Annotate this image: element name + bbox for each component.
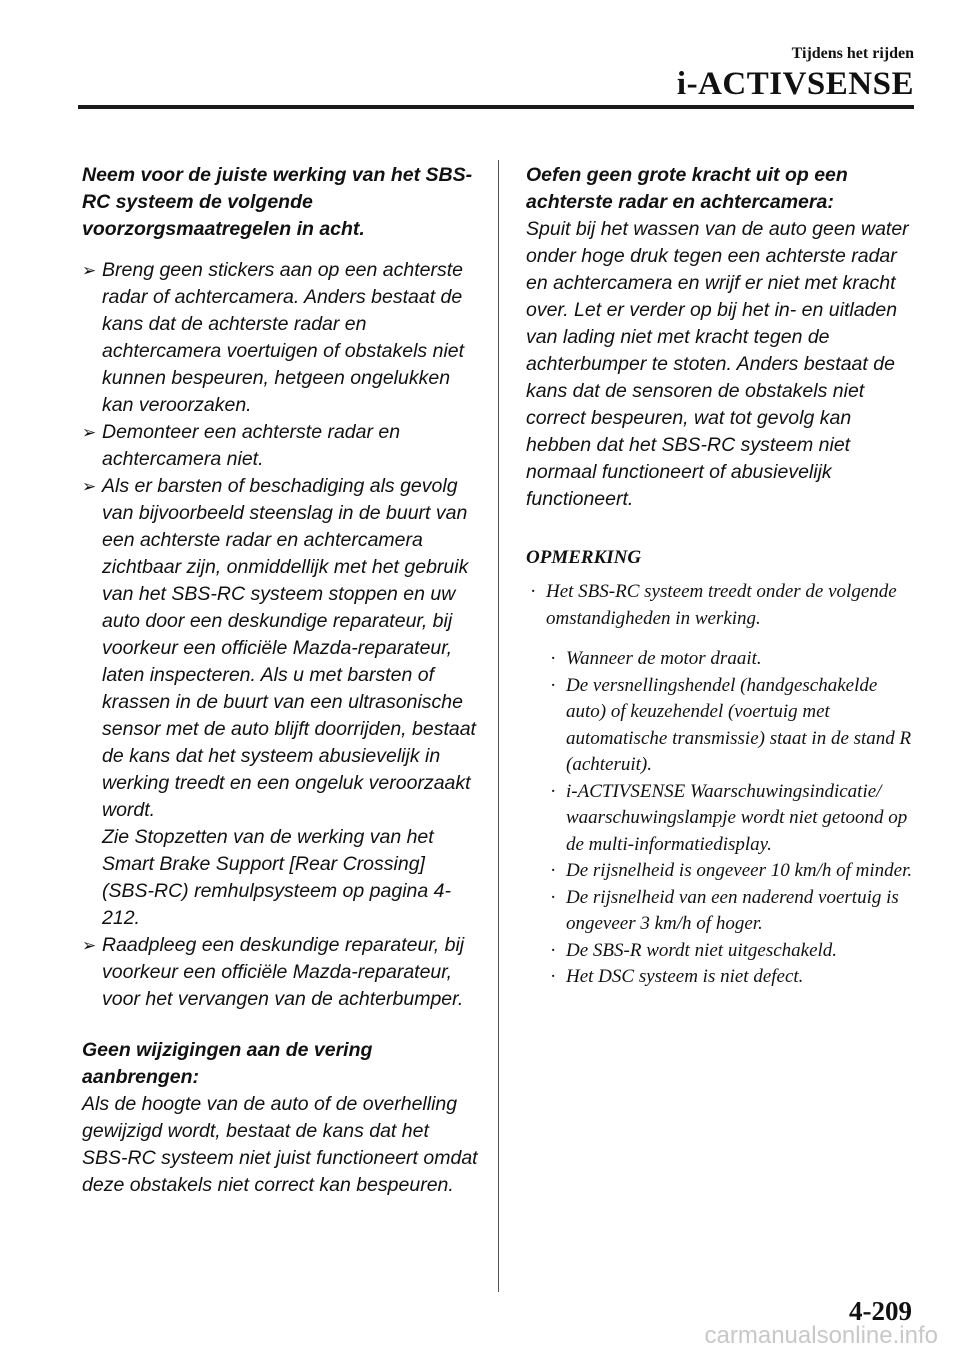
conditions-list	[546, 646, 918, 991]
arrowhead-right-icon: ➢	[82, 423, 97, 442]
arrowhead-right-icon: ➢	[82, 261, 97, 280]
list-item	[82, 419, 478, 473]
list-item	[82, 257, 478, 419]
section-title: Tijdens het rijden	[791, 45, 914, 62]
watermark: carmanualsonline.info	[704, 1322, 938, 1349]
left-column	[82, 162, 478, 1199]
arrowhead-right-icon: ➢	[82, 936, 97, 955]
page-reference-link[interactable]: Zie Stopzetten van de werking van het Smart Brake Support [Rear Crossing] (SBS-RC) remhulpsysteem op pagina 4-212.	[102, 826, 451, 929]
condition-text: De SBS-R wordt niet uitgeschakeld.	[566, 939, 838, 961]
middle-dot-icon: ·	[550, 860, 557, 881]
list-item-text: Raadpleeg een deskundige reparateur, bij voorkeur een officiële Mazda-reparateur, voor het vervangen van de achterbumper.	[102, 934, 465, 1010]
list-item	[546, 938, 918, 965]
condition-text: Het DSC systeem is niet defect.	[566, 966, 804, 987]
middle-dot-icon: ·	[530, 581, 537, 602]
condition-text: De rijsnelheid is ongeveer 10 km/h of minder.	[566, 860, 913, 881]
list-item	[82, 932, 478, 1013]
list-item	[546, 779, 918, 859]
middle-dot-icon: ·	[550, 780, 557, 802]
condition-text: De versnellingshendel (handgeschakelde auto) of keuzehendel (voertuig met automatische transmissie) staat in de stand R (achteruit).	[566, 674, 912, 775]
list-item	[546, 673, 918, 779]
list-item	[546, 885, 918, 938]
condition-text: i-ACTIVSENSE Waarschuwingsindicatie/ waarschuwingslampje wordt niet getoond op de multi-informatiedisplay.	[566, 780, 908, 855]
list-item-text: Breng geen stickers aan op een achterste radar of achtercamera. Anders bestaat de kans dat de achterste radar en achtercamera voertuigen of obstakels niet kunnen bespeuren, hetgeen ongelukken kan veroorzaken.	[102, 259, 465, 416]
list-item	[546, 646, 918, 673]
arrowhead-right-icon: ➢	[82, 477, 97, 496]
suspension-text: Als de hoogte van de auto of de overhelling gewijzigd wordt, bestaat de kans dat het SBS-RC systeem niet juist functioneert omdat deze obstakels niet correct kan bespeuren.	[82, 1093, 478, 1196]
note-main-text: Het SBS-RC systeem treedt onder de volgende omstandigheden in werking.	[546, 581, 897, 629]
condition-text: De rijsnelheid van een naderend voertuig is ongeveer 3 km/h of hoger.	[566, 886, 899, 934]
force-heading: Oefen geen grote kracht uit op een achterste radar en achtercamera:	[526, 164, 848, 213]
list-item	[546, 858, 918, 885]
list-item	[82, 473, 478, 932]
chapter-title: i-ACTIVSENSE	[676, 66, 914, 102]
list-item	[546, 964, 918, 991]
page-number: 4-209	[849, 1296, 912, 1326]
running-header	[677, 44, 914, 102]
condition-text: Wanneer de motor draait.	[566, 648, 762, 669]
note-title: OPMERKING	[526, 547, 642, 568]
middle-dot-icon: ·	[550, 939, 557, 961]
precautions-heading: Neem voor de juiste werking van het SBS-RC systeem de volgende voorzorgsmaatregelen in acht.	[82, 164, 473, 240]
list-item-text: Demonteer een achterste radar en achtercamera niet.	[102, 421, 401, 470]
middle-dot-icon: ·	[550, 886, 557, 908]
precautions-list	[82, 257, 478, 1013]
right-column	[526, 162, 918, 991]
middle-dot-icon: ·	[550, 674, 557, 696]
note-main	[526, 579, 918, 632]
suspension-heading: Geen wijzigingen aan de vering aanbrengen:	[82, 1039, 373, 1088]
header-rule	[78, 105, 914, 109]
middle-dot-icon: ·	[550, 648, 557, 669]
force-text: Spuit bij het wassen van de auto geen water onder hoge druk tegen een achterste radar en achtercamera en wrijf er niet met kracht over. Let er verder op bij het in- en uitladen van lading niet met kracht tegen de achterbumper te stoten. Anders bestaat de kans dat de sensoren de obstakels niet correct bespeuren, wat tot gevolg kan hebben dat het SBS-RC systeem niet normaal functioneert of abusievelijk functioneert.	[526, 218, 909, 510]
middle-dot-icon: ·	[550, 966, 557, 987]
list-item-text: Als er barsten of beschadiging als gevolg van bijvoorbeeld steenslag in de buurt van een achterste radar en achtercamera zichtbaar zijn, onmiddellijk met het gebruik van het SBS-RC systeem stoppen en uw auto door een deskundige reparateur, bij voorkeur een officiële Mazda-reparateur, laten inspecteren. Als u met barsten of krassen in de buurt van een ultrasonische sensor met de auto blijft doorrijden, bestaat de kans dat het systeem abusievelijk in werking treedt en een ongeluk veroorzaakt wordt.	[102, 475, 476, 821]
column-divider	[498, 160, 499, 1292]
